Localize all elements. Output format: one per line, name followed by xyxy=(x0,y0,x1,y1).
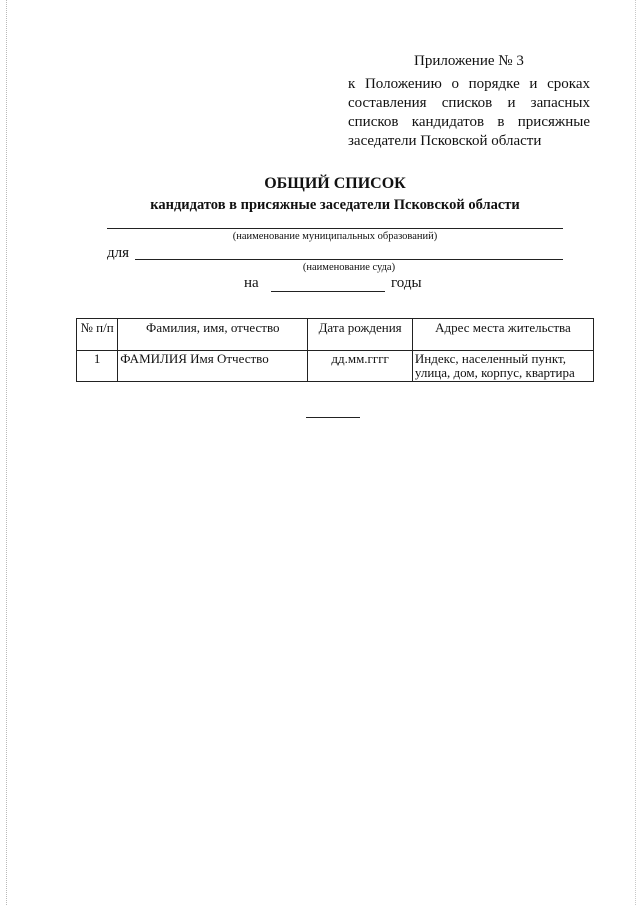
municipal-blank-line xyxy=(107,228,563,229)
header-num: № п/п xyxy=(77,319,118,351)
cell-date: дд.мм.гггг xyxy=(308,351,413,382)
cell-name: ФАМИЛИЯ Имя Отчество xyxy=(118,351,308,382)
cell-num: 1 xyxy=(77,351,118,382)
cell-address: Индекс, населенный пункт, улица, дом, корпус, квартира xyxy=(412,351,593,382)
header-name: Фамилия, имя, отчество xyxy=(118,319,308,351)
scan-edge-left xyxy=(6,0,7,905)
scan-edge-right xyxy=(635,0,636,905)
court-hint: (наименование суда) xyxy=(302,262,396,273)
appendix-reference: к Положению о порядке и сроках составления списков и запасных списков кандидатов в присяжные заседатели Псковской области xyxy=(348,76,590,149)
years-label: годы xyxy=(391,275,422,291)
appendix-title: Приложение № 3 xyxy=(414,53,524,69)
municipal-hint: (наименование муниципальных образований) xyxy=(232,231,438,242)
header-address: Адрес места жительства xyxy=(412,319,593,351)
candidates-table xyxy=(76,318,594,382)
document-subtitle: кандидатов в присяжные заседатели Псковской области xyxy=(150,197,520,213)
table-row xyxy=(77,351,594,382)
years-blank-line xyxy=(271,291,385,292)
table-header-row xyxy=(77,319,594,351)
on-label: на xyxy=(244,275,259,291)
document-title: ОБЩИЙ СПИСОК xyxy=(264,175,406,192)
end-divider xyxy=(306,417,360,418)
court-blank-line xyxy=(135,259,563,260)
for-label: для xyxy=(107,245,130,261)
header-date: Дата рождения xyxy=(308,319,413,351)
